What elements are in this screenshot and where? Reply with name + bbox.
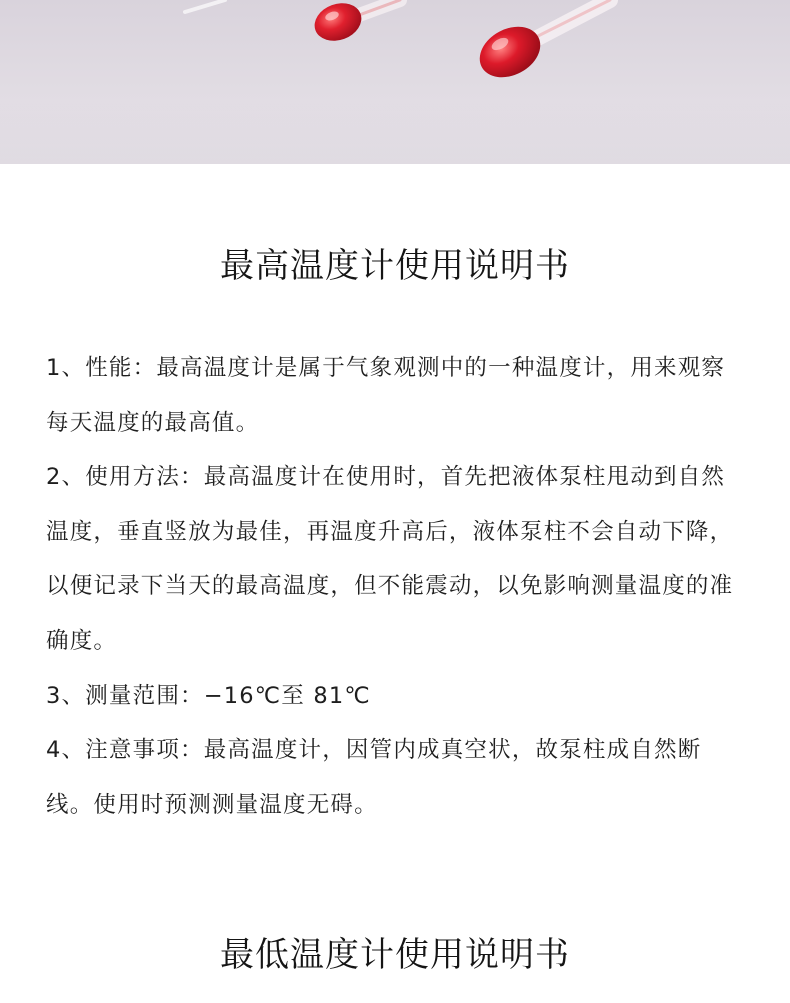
paragraph-range: 3、测量范围：−16℃至 81℃ bbox=[46, 682, 371, 709]
thermometer-illustration bbox=[0, 0, 790, 164]
glass-tip bbox=[185, 0, 225, 12]
thermometer-photo bbox=[0, 0, 790, 164]
red-bulb-left bbox=[309, 0, 366, 47]
paragraph-notes: 4、注意事项：最高温度计，因管内成真空状，故泵柱成自然断线。使用时预测测量温度无碍。 bbox=[46, 737, 702, 818]
min-thermometer-title: 最低温度计使用说明书 bbox=[220, 935, 570, 975]
paragraph-performance: 1、性能：最高温度计是属于气象观测中的一种温度计，用来观察每天温度的最高值。 bbox=[46, 355, 726, 436]
instructions-body bbox=[46, 341, 746, 832]
paragraph-usage: 2、使用方法：最高温度计在使用时，首先把液体泵柱甩动到自然温度，垂直竖放为最佳，再温度升高后，液体泵柱不会自动下降，以便记录下当天的最高温度，但不能震动，以免影响测量温度的准确度。 bbox=[46, 464, 734, 654]
max-thermometer-title: 最高温度计使用说明书 bbox=[220, 246, 570, 286]
red-bulb-right bbox=[471, 17, 549, 88]
thermometer-left bbox=[309, 0, 400, 47]
thermometer-right bbox=[471, 0, 610, 87]
